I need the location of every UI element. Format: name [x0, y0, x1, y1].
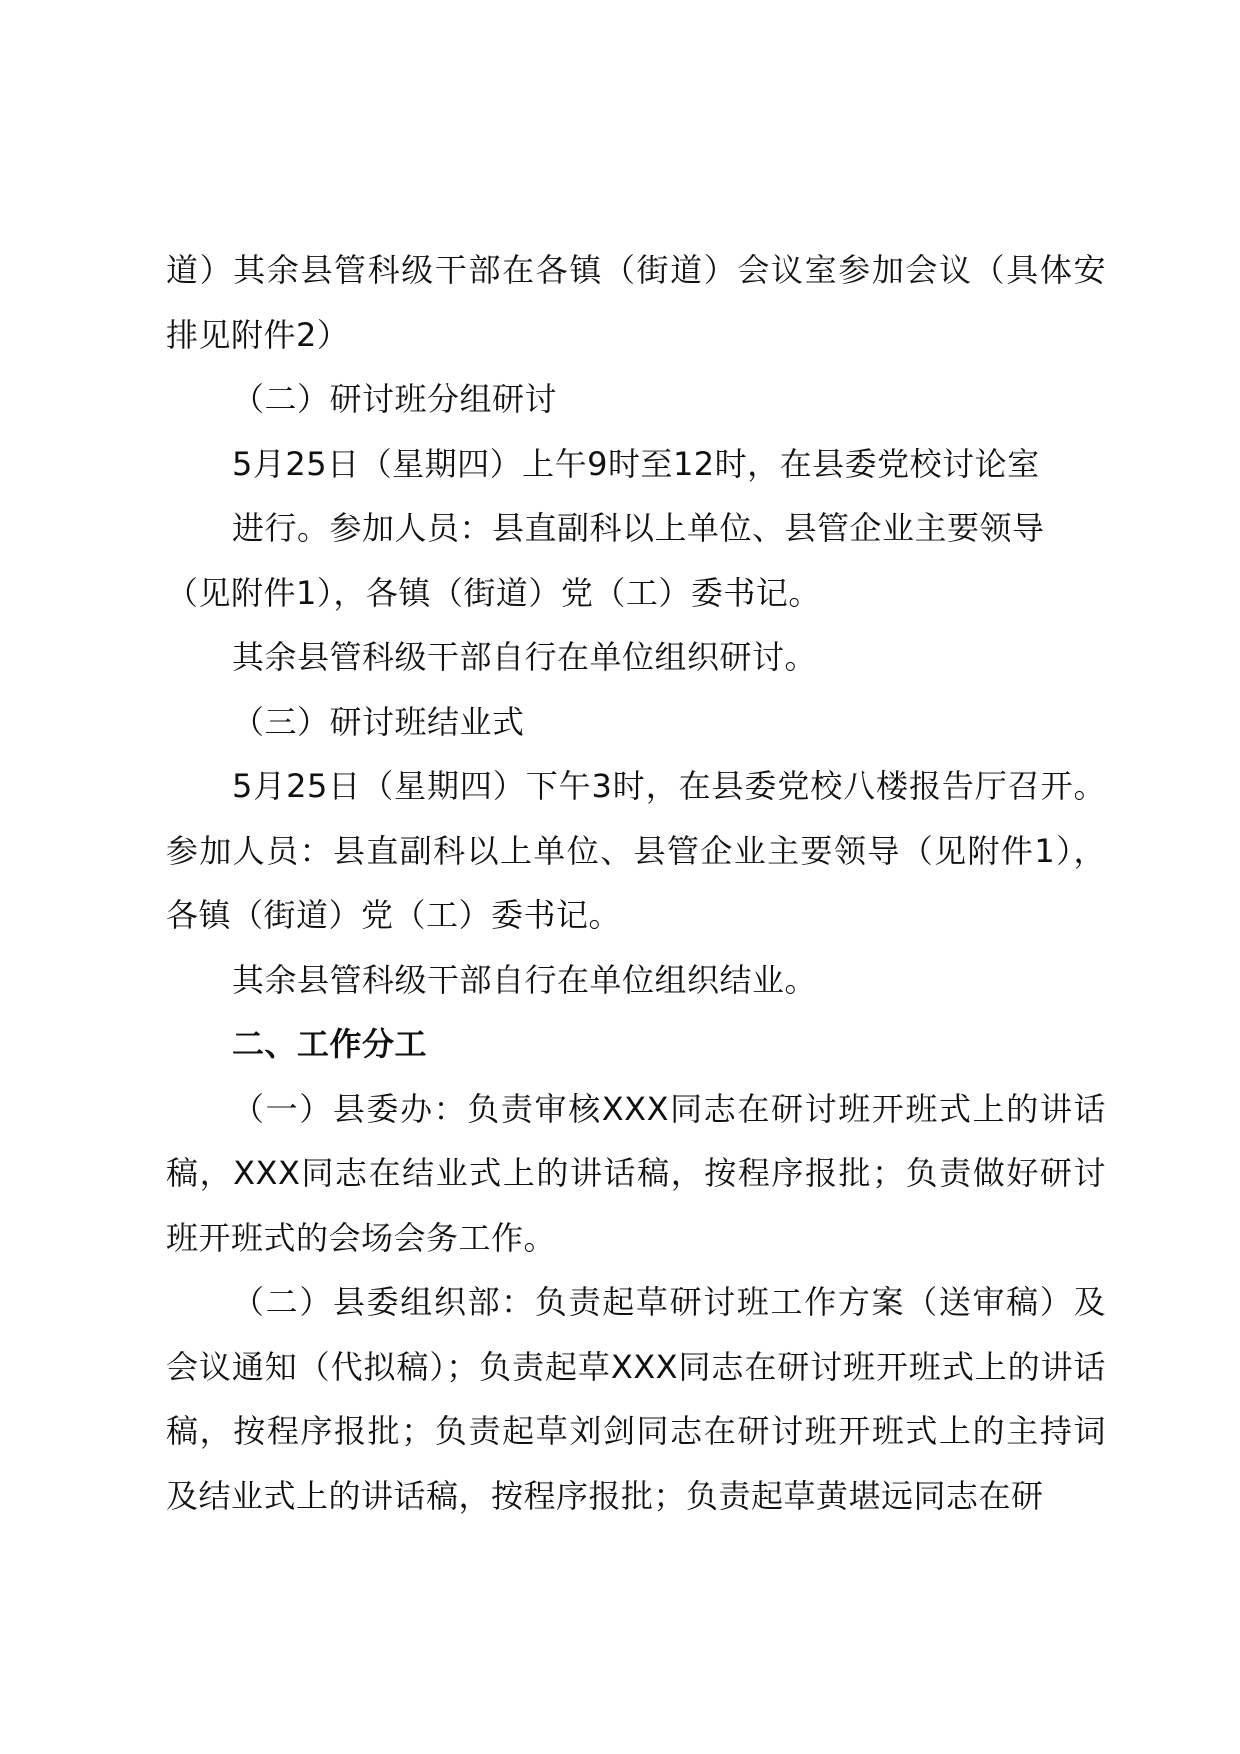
paragraph: 道）其余县管科级干部在各镇（街道）会议室参加会议（具体安排见附件2） — [166, 251, 1106, 354]
paragraph: 进行。参加人员：县直副科以上单位、县管企业主要领导 — [232, 509, 1045, 547]
section-heading: 二、工作分工 — [232, 1025, 428, 1063]
paragraph: 5月25日（星期四）上午9时至12时，在县委党校讨论室 — [232, 444, 1040, 483]
paragraph: （三）研讨班结业式 — [232, 702, 525, 741]
paragraph: 其余县管科级干部自行在单位组织结业。 — [232, 960, 818, 999]
document-body — [166, 238, 1106, 1528]
paragraph: （二）县委组织部：负责起草研讨班工作方案（送审稿）及会议通知（代拟稿）；负责起草XXX同志在研讨班开班式上的讲话稿，按程序报批；负责起草刘剑同志在研讨班开班式上的主持词及结业式上的讲话稿，按程序报批；负责起草黄堪远同志在研 — [166, 1283, 1106, 1515]
paragraph: （二）研讨班分组研讨 — [232, 380, 558, 418]
paragraph: （一）县委办：负责审核XXX同志在研讨班开班式上的讲话稿，XXX同志在结业式上的讲话稿，按程序报批；负责做好研讨班开班式的会场会务工作。 — [166, 1089, 1106, 1257]
paragraph: （见附件1），各镇（街道）党（工）委书记。 — [166, 573, 821, 612]
paragraph: 5月25日（星期四）下午3时，在县委党校八楼报告厅召开。参加人员：县直副科以上单位、县管企业主要领导（见附件1），各镇（街道）党（工）委书记。 — [166, 767, 1106, 934]
paragraph: 其余县管科级干部自行在单位组织研讨。 — [232, 638, 818, 676]
